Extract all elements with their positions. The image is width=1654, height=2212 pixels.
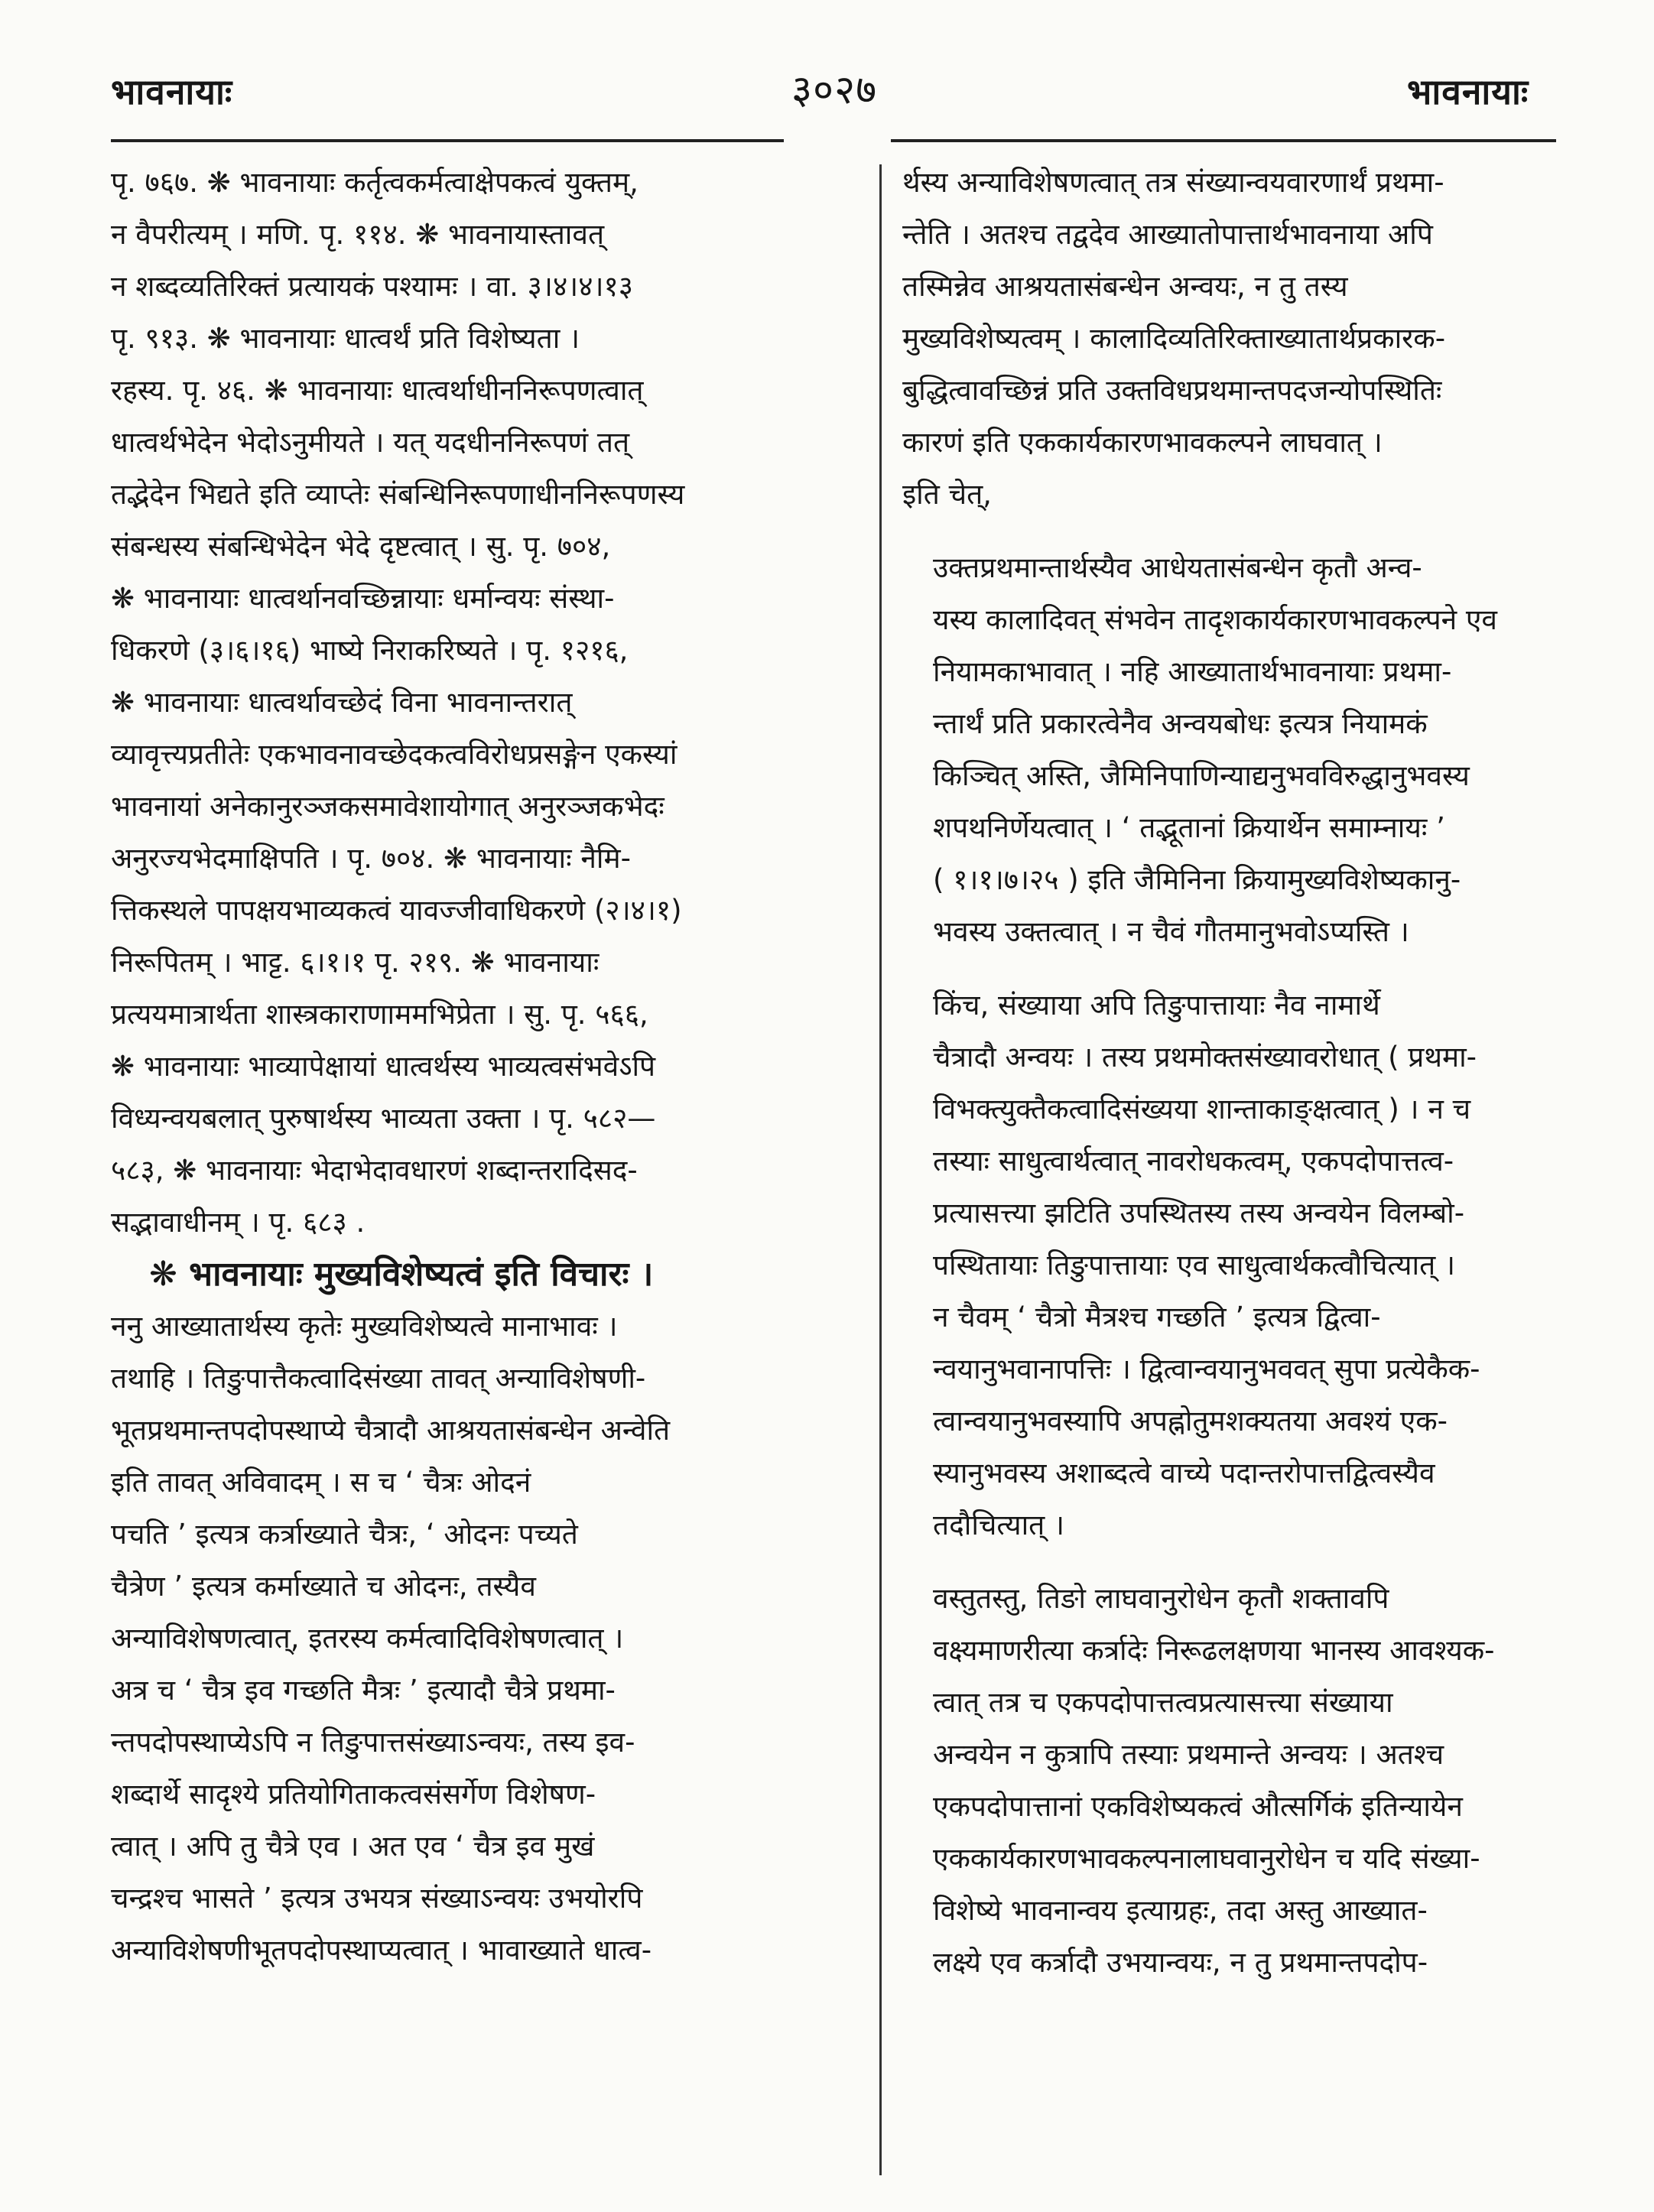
text-line: त्वात् । अपि तु चैत्रे एव । अत एव ‘ चैत्र इव मुखं — [111, 1830, 595, 1863]
text-line: तथाहि । तिङुपात्तैकत्वादिसंख्या तावत् अन्याविशेषणी- — [111, 1362, 646, 1395]
text-line: अन्वयेन न कुत्रापि तस्याः प्रथमान्ते अन्वयः । अतश्च — [933, 1738, 1444, 1771]
text-line: तदौचित्यात् । — [933, 1509, 1065, 1541]
text-line: इति तावत् अविवादम् । स च ‘ चैत्रः ओदनं — [111, 1466, 531, 1499]
text-line: न चैवम् ‘ चैत्रो मैत्रश्च गच्छति ’ इत्यत्र द्वित्वा- — [933, 1301, 1381, 1333]
text-line: शब्दार्थे सादृश्ये प्रतियोगिताकत्वसंसर्गेण विशेषण- — [111, 1778, 596, 1811]
text-line: मुख्यविशेष्यत्वम् । कालादिव्यतिरिक्ताख्यातार्थप्रकारक- — [902, 322, 1446, 355]
text-line: न्तार्थं प्रति प्रकारत्वेनैव अन्वयबोधः इत्यत्र नियामकं — [933, 707, 1428, 740]
text-line: वक्ष्यमाणरीत्या कर्त्रादेः निरूढलक्षणया भानस्य आवश्यक- — [933, 1634, 1495, 1667]
left-body-text — [111, 1301, 856, 1977]
text-line: रहस्य. पृ. ४६. ❋ भावनायाः धात्वर्थाधीननिरूपणत्वात् — [111, 374, 644, 407]
text-line: अत्र च ‘ चैत्र इव गच्छति मैत्रः ’ इत्यादौ चैत्रे प्रथमा- — [111, 1674, 616, 1707]
text-line: न्वयानुभवानापत्तिः । द्वित्वान्वयानुभववत् सुपा प्रत्येकैक- — [933, 1353, 1480, 1385]
text-line: विशेष्ये भावनान्वय इत्याग्रहः, तदा अस्तु आख्यात- — [933, 1894, 1428, 1927]
text-line: ❋ भावनायाः धात्वर्थावच्छेदं विना भावनान्तरात् — [111, 686, 573, 719]
text-line: र्थस्य अन्याविशेषणत्वात् तत्र संख्यान्वयवारणार्थं प्रथमा- — [902, 166, 1444, 199]
text-line: भूतप्रथमान्तपदोपस्थाप्ये चैत्रादौ आश्रयतासंबन्धेन अन्वेति — [111, 1414, 671, 1447]
text-line: पृ. ९१३. ❋ भावनायाः धात्वर्थं प्रति विशेष्यता । — [111, 322, 580, 355]
running-head-left: भावनायाः — [111, 71, 233, 112]
text-line: व्यावृत्त्यप्रतीतेः एकभावनावच्छेदकत्वविरोधप्रसङ्गेन एकस्यां — [111, 738, 678, 771]
text-line: किञ्चित् अस्ति, जैमिनिपाणिन्याद्यनुभवविरुद्धानुभवस्य — [933, 759, 1470, 792]
text-line: बुद्धित्वावच्छिन्नं प्रति उक्तविधप्रथमान्तपदजन्योपस्थितिः — [902, 374, 1442, 407]
text-line: सद्भावाधीनम् । पृ. ६८३ . — [111, 1206, 366, 1239]
text-line: नियामकाभावात् । नहि आख्यातार्थभावनायाः प्रथमा- — [933, 655, 1452, 688]
left-index-entries — [111, 157, 856, 1249]
text-line: भवस्य उक्तत्वात् । न चैवं गौतमानुभवोऽप्यस्ति । — [933, 915, 1409, 948]
text-line: चन्द्रश्च भासते ’ इत्यत्र उभयत्र संख्याऽन्वयः उभयोरपि — [111, 1882, 643, 1915]
text-line: ननु आख्यातार्थस्य कृतेः मुख्यविशेष्यत्वे मानाभावः । — [111, 1310, 618, 1343]
text-line: वस्तुतस्तु, तिङो लाघवानुरोधेन कृतौ शक्तावपि — [933, 1582, 1389, 1615]
text-line: लक्ष्ये एव कर्त्रादौ उभयान्वयः, न तु प्रथमान्तपदोप- — [933, 1946, 1428, 1979]
running-head-right: भावनायाः — [1407, 71, 1529, 112]
right-paragraph-2 — [902, 542, 1594, 958]
text-line: त्वात् तत्र च एकपदोपात्तत्वप्रत्यासत्त्या संख्याया — [933, 1686, 1393, 1719]
text-line: न्तपदोपस्थाप्येऽपि न तिङुपात्तसंख्याऽन्वयः, तस्य इव- — [111, 1726, 635, 1759]
text-line: त्तिकस्थले पापक्षयभाव्यकत्वं यावज्जीवाधिकरणे (२।४।१) — [111, 894, 682, 927]
text-line: तस्मिन्नेव आश्रयतासंबन्धेन अन्वयः, न तु तस्य — [902, 270, 1348, 303]
section-heading: ❋ भावनायाः मुख्यविशेष्यत्वं इति विचारः । — [149, 1255, 654, 1294]
text-line: न्तेति । अतश्च तद्वदेव आख्यातोपात्तार्थभावनाया अपि — [902, 218, 1433, 251]
text-line: प्रत्यासत्त्या झटिति उपस्थितस्य तस्य अन्वयेन विलम्बो- — [933, 1197, 1465, 1229]
right-paragraph-3 — [902, 979, 1594, 1551]
text-line: ❋ भावनायाः धात्वर्थानवच्छिन्नायाः धर्मान्वयः संस्था- — [111, 582, 615, 615]
text-line: चैत्रेण ’ इत्यत्र कर्माख्याते च ओदनः, तस्यैव — [111, 1570, 536, 1603]
text-line: अनुरज्यभेदमाक्षिपति । पृ. ७०४. ❋ भावनायाः नैमि- — [111, 842, 631, 875]
left-column — [111, 157, 856, 1977]
text-line: विभक्त्युक्तैकत्वादिसंख्यया शान्ताकाङ्क्षत्वात् ) । न च — [933, 1093, 1471, 1125]
text-line: चैत्रादौ अन्वयः । तस्य प्रथमोक्तसंख्यावरोधात् ( प्रथमा- — [933, 1041, 1477, 1074]
text-line: शपथनिर्णेयत्वात् । ‘ तद्भूतानां क्रियार्थेन समाम्नायः ’ — [933, 811, 1445, 844]
text-line: धिकरणे (३।६।१६) भाष्ये निराकरिष्यते । पृ. १२१६, — [111, 634, 629, 667]
text-line: पचति ’ इत्यत्र कर्त्राख्याते चैत्रः, ‘ ओदनः पच्यते — [111, 1518, 578, 1551]
text-line: अन्याविशेषणीभूतपदोपस्थाप्यत्वात् । भावाख्याते धात्व- — [111, 1934, 652, 1967]
text-line: यस्य कालादिवत् संभवेन तादृशकार्यकारणभावकल्पने एव — [933, 603, 1497, 636]
text-line: ( १।१।७।२५ ) इति जैमिनिना क्रियामुख्यविशेष्यकानु- — [933, 863, 1461, 896]
text-line: ५८३, ❋ भावनायाः भेदाभेदावधारणं शब्दान्तरादिसद- — [111, 1154, 638, 1187]
text-line: न शब्दव्यतिरिक्तं प्रत्यायकं पश्यामः । वा. ३।४।४।१३ — [111, 270, 633, 303]
text-line: अन्याविशेषणत्वात्, इतरस्य कर्मत्वादिविशेषणत्वात् । — [111, 1622, 624, 1655]
text-line: उक्तप्रथमान्तार्थस्यैव आधेयतासंबन्धेन कृतौ अन्व- — [933, 551, 1422, 584]
right-paragraph-1 — [902, 157, 1594, 521]
text-line: स्यानुभवस्य अशाब्दत्वे वाच्ये पदान्तरोपात्तद्वित्वस्यैव — [933, 1457, 1435, 1489]
text-line: ❋ भावनायाः भाव्यापेक्षायां धात्वर्थस्य भाव्यत्वसंभवेऽपि — [111, 1050, 656, 1083]
text-line: कारणं इति एककार्यकारणभावकल्पने लाघवात् । — [902, 426, 1383, 459]
text-line: विध्यन्वयबलात् पुरुषार्थस्य भाव्यता उक्ता । पृ. ५८२— — [111, 1102, 656, 1135]
text-line: किंच, संख्याया अपि तिङुपात्तायाः नैव नामार्थे — [933, 989, 1380, 1022]
text-line: पृ. ७६७. ❋ भावनायाः कर्तृत्वकर्मत्वाक्षेपकत्वं युक्तम्, — [111, 166, 639, 199]
text-line: निरूपितम् । भाट्ट. ६।१।१ पृ. २१९. ❋ भावनायाः — [111, 946, 600, 979]
text-line: एकपदोपात्तानां एकविशेष्यकत्वं औत्सर्गिकं इतिन्यायेन — [933, 1790, 1463, 1823]
page-number: ३०२७ — [791, 67, 878, 113]
text-line: इति चेत्, — [902, 478, 992, 511]
text-line: पस्थितायाः तिङुपात्तायाः एव साधुत्वार्थकत्वौचित्यात् । — [933, 1249, 1455, 1281]
text-line: संबन्धस्य संबन्धिभेदेन भेदे दृष्टत्वात् । सु. पृ. ७०४, — [111, 530, 611, 563]
text-line: तस्याः साधुत्वार्थत्वात् नावरोधकत्वम्, एकपदोपात्तत्व- — [933, 1145, 1454, 1177]
text-line: भावनायां अनेकानुरञ्जकसमावेशायोगात् अनुरञ्जकभेदः — [111, 790, 665, 823]
text-line: प्रत्ययमात्रार्थता शास्त्रकाराणाममभिप्रेता । सु. पृ. ५६६, — [111, 998, 648, 1031]
text-line: न वैपरीत्यम् । मणि. पृ. ११४. ❋ भावनायास्तावत् — [111, 218, 605, 251]
text-line: एककार्यकारणभावकल्पनालाघवानुरोधेन च यदि संख्या- — [933, 1842, 1480, 1875]
column-divider — [879, 164, 882, 2175]
right-column — [902, 157, 1594, 1989]
text-line: धात्वर्थभेदेन भेदोऽनुमीयते । यत् यदधीननिरूपणं तत् — [111, 426, 630, 459]
header-rule-right — [891, 139, 1556, 142]
header-rule-left — [111, 139, 784, 142]
text-line: तद्भेदेन भिद्यते इति व्याप्तेः संबन्धिनिरूपणाधीननिरूपणस्य — [111, 478, 685, 511]
right-paragraph-4 — [902, 1573, 1594, 1989]
text-line: त्वान्वयानुभवस्यापि अपह्नोतुमशक्यतया अवश्यं एक- — [933, 1405, 1448, 1437]
